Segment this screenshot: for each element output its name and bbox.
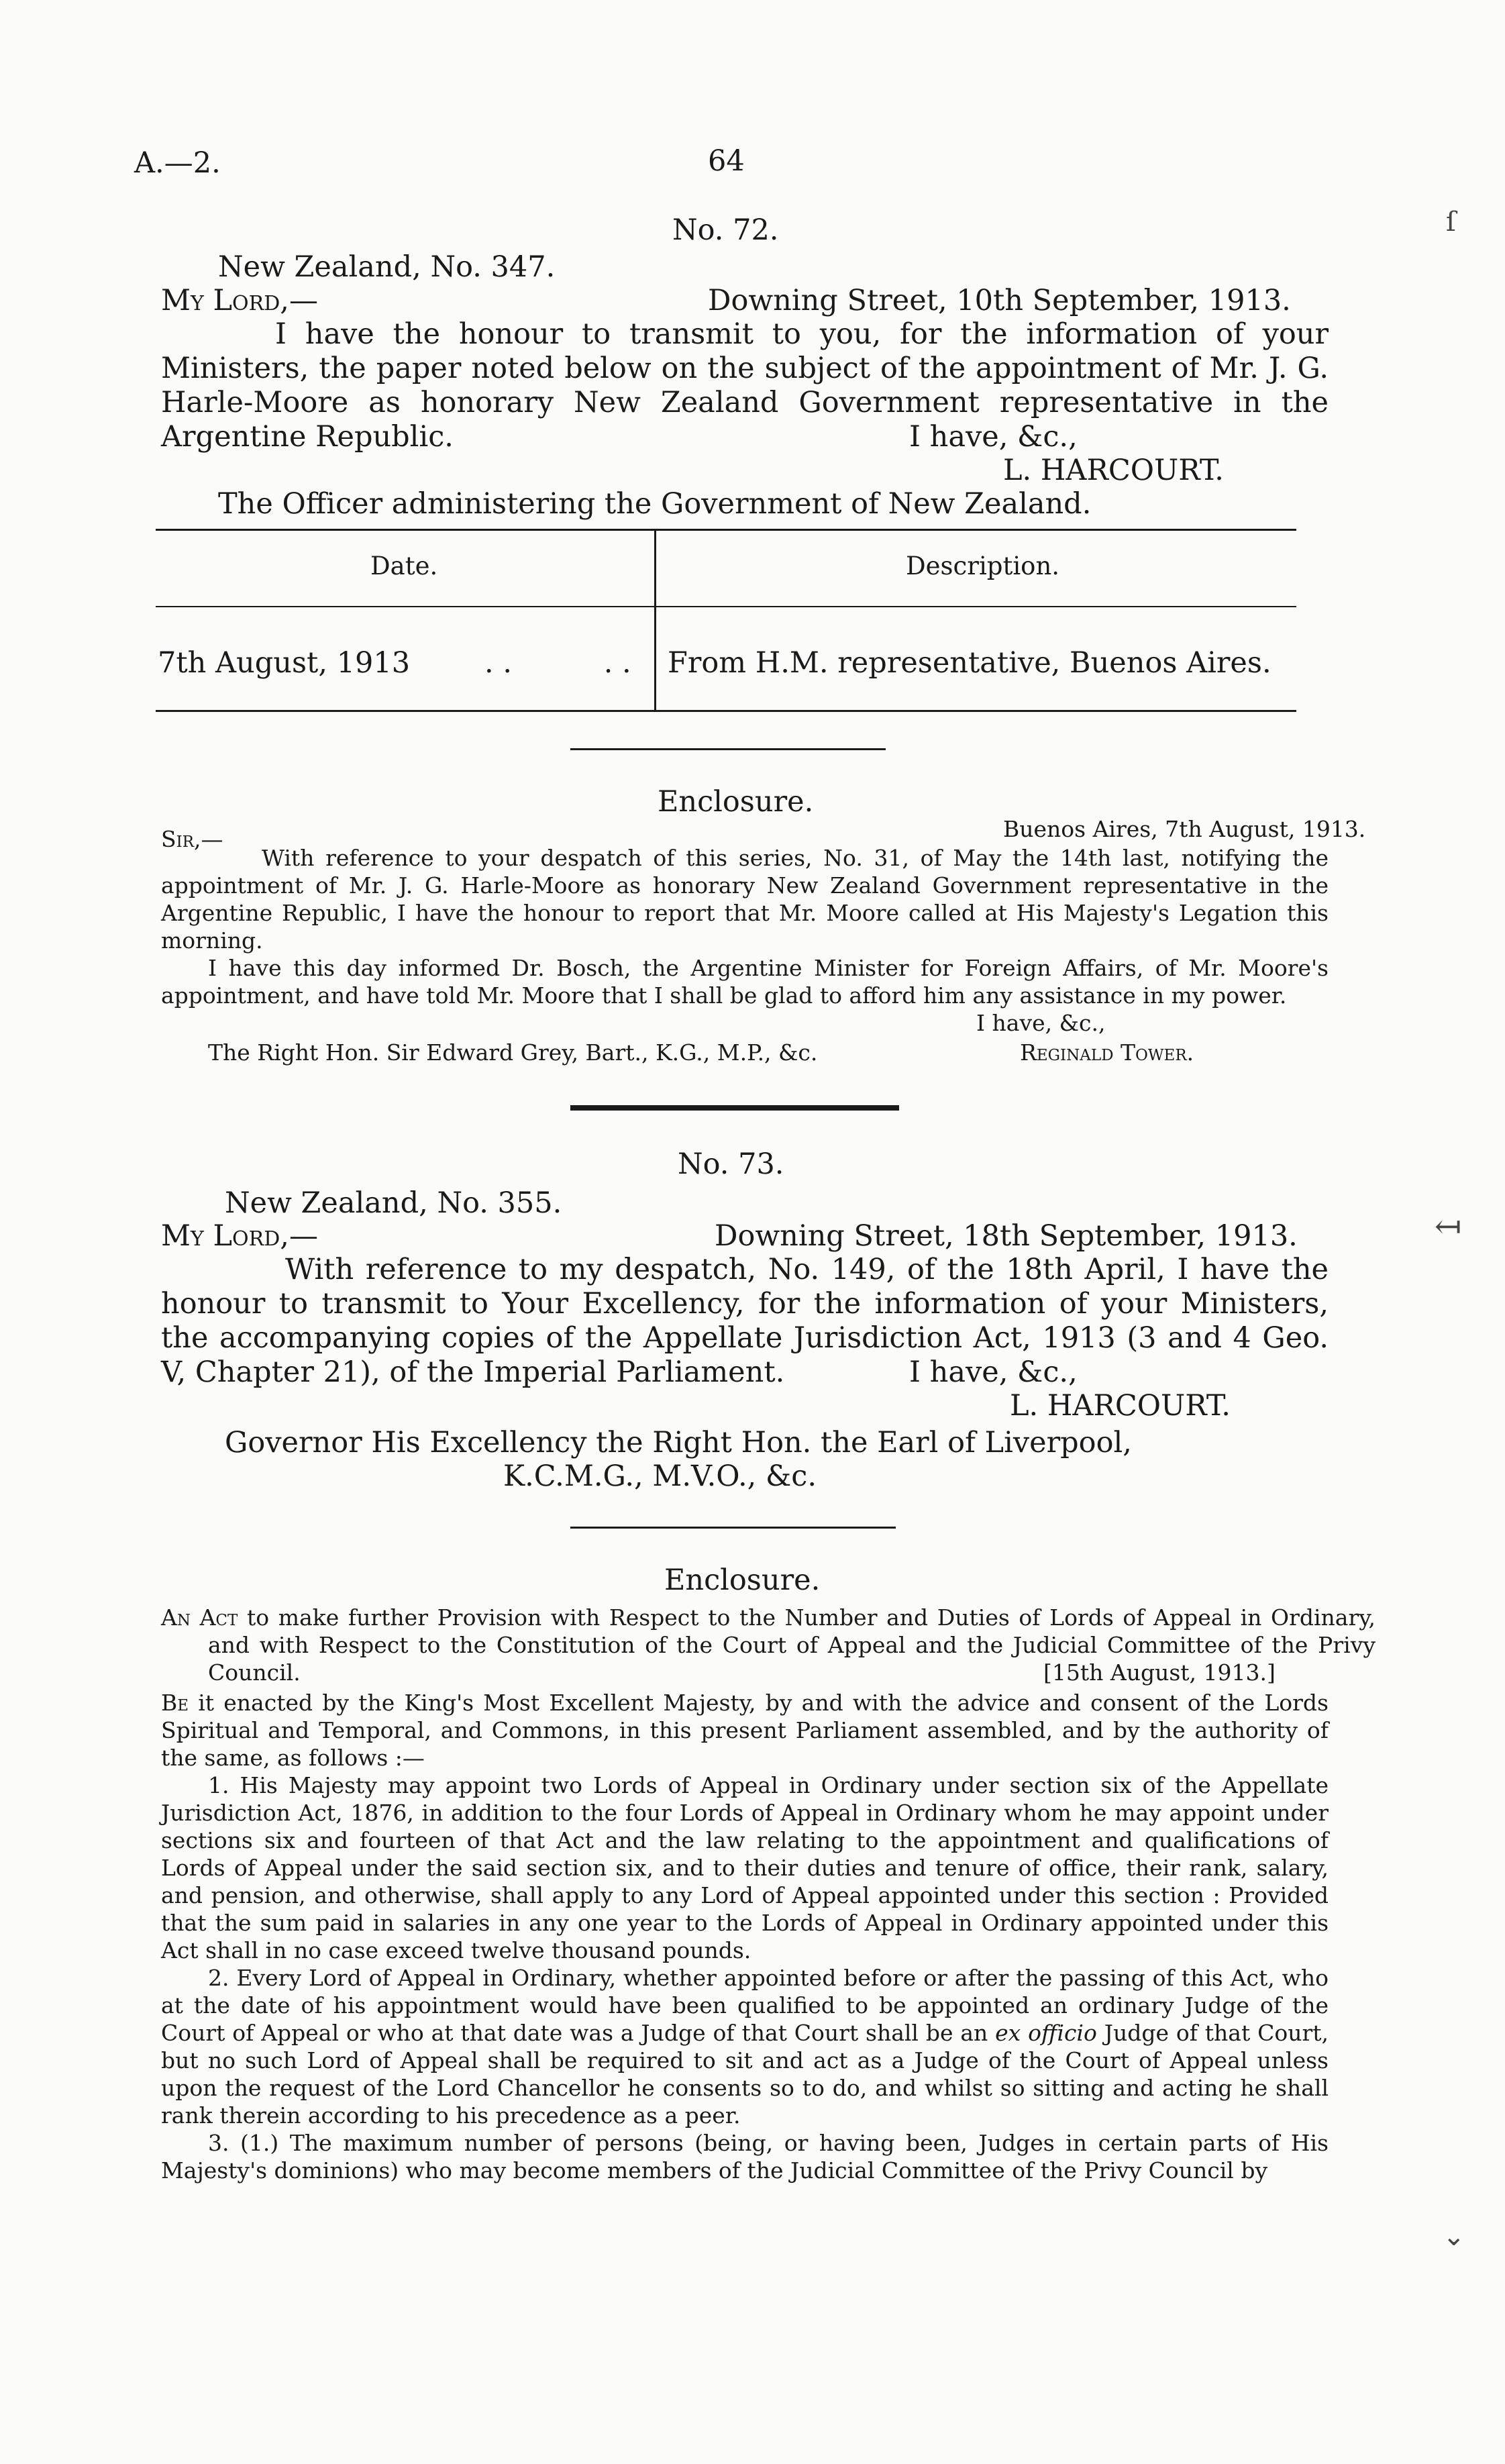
section-1: 1. His Majesty may appoint two Lords of Appeal in Ordinary under section six of the Appellate Jurisdiction Act, 1876, in addition to the four Lords of Appeal in Ordinary whom he may appoint under sections six and fourteen of that Act and the law relating to the appointment and qualifications of Lords of Appeal under the said section six, and to their duties and tenure of office, their rank, salary, and pension, and otherwise, shall apply to any Lord of Appeal appointed under this section : Provided that the sum paid in salaries in any one year to the Lords of Appeal in Ordinary appointed under this Act shall in no case exceed twelve thousand pounds. (161, 1772, 1329, 1963)
salutation: My Lord,— (161, 284, 318, 317)
margin-mark: ⌄ (1443, 2221, 1465, 2252)
enclosure-salutation: Sir,— (161, 826, 223, 852)
table-cell-leaders: . . . . (484, 646, 631, 680)
salutation: My Lord,— (161, 1219, 318, 1253)
separator-rule (570, 748, 886, 750)
closing: I have, &c., (909, 1355, 1078, 1389)
section-3: 3. (1.) The maximum number of persons (being, or having been, Judges in certain parts of His Majesty's dominions) who may become members of the Judicial Committee of the Privy Council by (161, 2130, 1329, 2184)
addressee-line-1: Governor His Excellency the Right Hon. the Earl of Liverpool, (225, 1426, 1132, 1459)
place-date: Downing Street, 10th September, 1913. (708, 284, 1291, 317)
signature: L. HARCOURT. (1003, 454, 1224, 487)
act-title-text: to make further Provision with Respect to the Number and Duties of Lords of Appeal in Ordinary, and with Respect to the Constitution of the Court of Appeal and the Judicial Committee of the Privy Council. (208, 1604, 1376, 1686)
page-number: 64 (708, 144, 745, 178)
act-date: [15th August, 1913.] (1043, 1659, 1276, 1686)
enclosure-place-date: Buenos Aires, 7th August, 1913. (1003, 816, 1366, 842)
act-intro: An Act (161, 1604, 238, 1631)
series-code: A.—2. (134, 146, 221, 180)
heavy-separator-rule (570, 1105, 899, 1111)
enacting-be: Be (161, 1690, 189, 1716)
table-header-date: Date. (370, 552, 438, 580)
table-cell-description: From H.M. representative, Buenos Aires. (668, 646, 1272, 680)
place-date: Downing Street, 18th September, 1913. (715, 1219, 1298, 1253)
section-2-italic: ex officio (995, 2020, 1097, 2046)
enclosure-para-1: With reference to your despatch of this series, No. 31, of May the 14th last, notifying the appointment of Mr. J. G. Harle-Moore as honorary New Zealand Government representative in the Argentine Republic, I have the honour to report that Mr. Moore called at His Majesty's Legation this morning. (161, 845, 1329, 954)
margin-mark: ↤ (1435, 1208, 1462, 1245)
enclosure-heading: Enclosure. (664, 1563, 821, 1597)
despatch-ref: New Zealand, No. 347. (218, 250, 556, 284)
section-2-text-b: Judge of that Court, but no such Lord of Appeal shall be required to sit and act as a Judge of the Court of Appeal unless upon the request of the Lord Chancellor he consents so to do, and whilst so sitting and acting he shall rank therein according to his precedence as a peer. (161, 2020, 1329, 2128)
signature: L. HARCOURT. (1010, 1389, 1231, 1423)
despatch-number: No. 72. (672, 213, 779, 247)
enclosure-para-2: I have this day informed Dr. Bosch, the Argentine Minister for Foreign Affairs, of Mr. Moore's appointment, and have told Mr. Moore that I shall be glad to afford him any assistance in my power. (161, 955, 1329, 1009)
enclosure-heading: Enclosure. (658, 785, 814, 819)
separator-rule (570, 1527, 896, 1529)
table-top-rule (156, 529, 1296, 531)
table-column-divider (654, 529, 656, 711)
enacting-text: it enacted by the King's Most Excellent Majesty, by and with the advice and consent of the Lords Spiritual and Temporal, and Commons, in this present Parliament assembled, and by the authority of the same, as follows :— (161, 1690, 1329, 1771)
enclosure-closing: I have, &c., (976, 1010, 1106, 1036)
despatch-number: No. 73. (678, 1147, 784, 1181)
section-2 (161, 1964, 1329, 2129)
despatch-body: With reference to my despatch, No. 149, of the 18th April, I have the honour to transmit to Your Excellency, for the information of your Ministers, the accompanying copies of the Appellate Jurisdiction Act, 1913 (3 and 4 Geo. V, Chapter 21), of the Imperial Parliament. (161, 1253, 1329, 1389)
closing: I have, &c., (909, 420, 1078, 454)
enclosure-signature: Reginald Tower. (1020, 1039, 1194, 1066)
despatch-body: I have the honour to transmit to you, for the information of your Ministers, the paper noted below on the subject of the appointment of Mr. J. G. Harle-Moore as honorary New Zealand Government representative in the Argentine Republic. (161, 317, 1329, 454)
table-header-description: Description. (906, 552, 1060, 580)
margin-mark: ſ (1446, 207, 1456, 238)
enacting-clause (161, 1689, 1329, 1772)
table-cell-date: 7th August, 1913 (158, 646, 411, 680)
addressee-line-2: K.C.M.G., M.V.O., &c. (503, 1459, 817, 1493)
addressee: The Officer administering the Government of New Zealand. (218, 487, 1092, 521)
table-bottom-rule (156, 710, 1296, 712)
enclosure-addressee: The Right Hon. Sir Edward Grey, Bart., K.G., M.P., &c. (208, 1039, 818, 1066)
section-2-text-a: 2. Every Lord of Appeal in Ordinary, whether appointed before or after the passing of this Act, who at the date of his appointment would have been qualified to be appointed an ordinary Judge of the Court of Appeal or who at that date was a Judge of that Court shall be an (161, 1965, 1329, 2046)
table-header-rule (156, 606, 1296, 607)
despatch-ref: New Zealand, No. 355. (225, 1186, 562, 1220)
